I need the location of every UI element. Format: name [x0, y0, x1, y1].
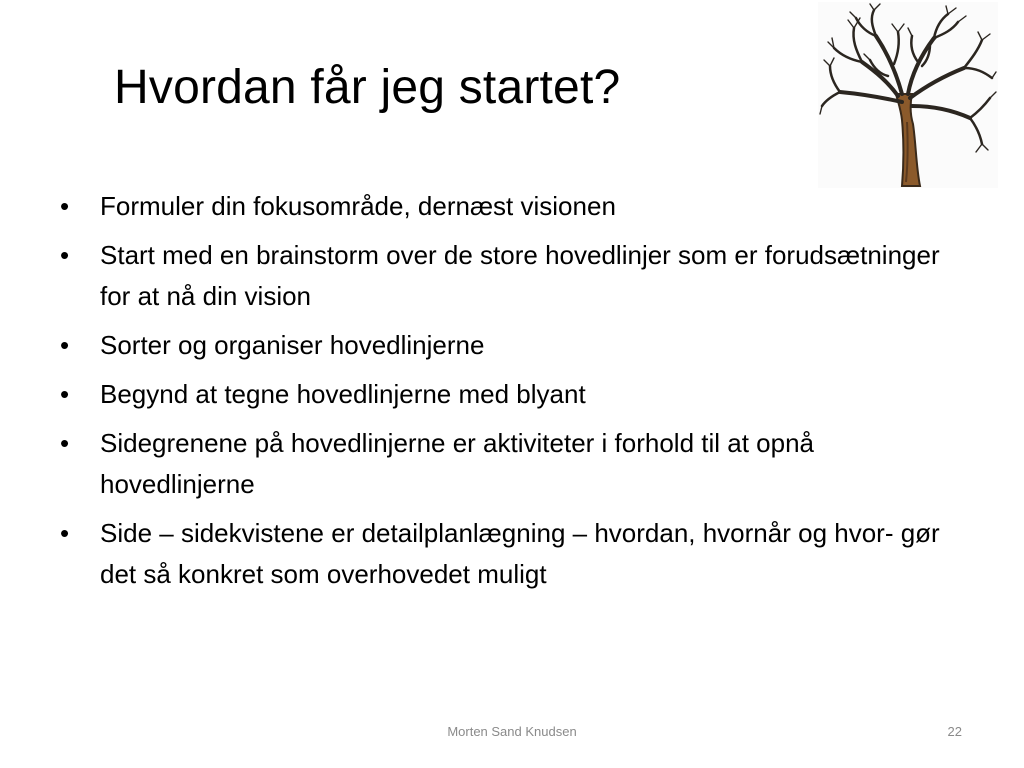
bullet-text: Start med en brainstorm over de store hovedlinjer som er forudsætninger for at nå din vision	[100, 240, 940, 311]
bullet-list	[60, 186, 960, 603]
bullet-item	[60, 374, 960, 415]
bullet-marker: •	[60, 428, 70, 458]
bullet-marker: •	[60, 518, 70, 548]
bullet-text: Begynd at tegne hovedlinjerne med blyant	[100, 379, 586, 409]
bullet-item	[60, 423, 960, 505]
bullet-text: Sidegrenene på hovedlinjerne er aktiviteter i forhold til at opnå hovedlinjerne	[100, 428, 815, 499]
bullet-item	[60, 186, 960, 227]
bullet-marker: •	[60, 240, 70, 270]
bullet-item	[60, 235, 960, 317]
bullet-marker: •	[60, 191, 70, 221]
bullet-text: Sorter og organiser hovedlinjerne	[100, 330, 485, 360]
bullet-marker: •	[60, 379, 70, 409]
bullet-text: Formuler din fokusområde, dernæst visionen	[100, 191, 616, 221]
page-number: 22	[947, 724, 962, 739]
bullet-item	[60, 325, 960, 366]
slide-title: Hvordan får jeg startet?	[114, 61, 621, 114]
footer-author: Morten Sand Knudsen	[447, 724, 577, 739]
bullet-item	[60, 513, 960, 595]
bare-tree-icon	[818, 2, 998, 188]
bullet-text: Side – sidekvistene er detailplanlægning – hvordan, hvornår og hvor- gør det så konkret som overhovedet muligt	[100, 518, 940, 589]
bullet-marker: •	[60, 330, 70, 360]
